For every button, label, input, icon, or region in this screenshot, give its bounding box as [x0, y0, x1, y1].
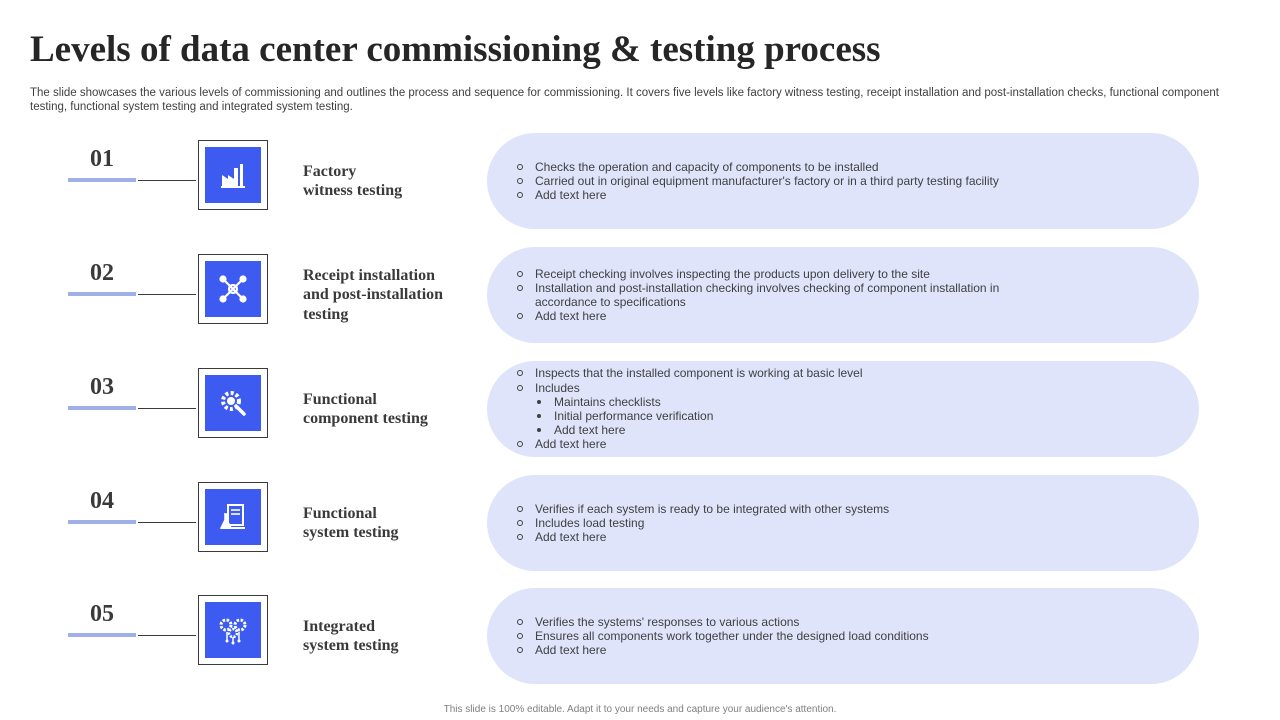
connector-line	[138, 408, 196, 409]
number-underline	[68, 292, 136, 296]
step-number: 01	[90, 146, 114, 172]
integrated-gears-icon	[205, 602, 261, 658]
number-underline	[68, 520, 136, 524]
network-icon	[205, 261, 261, 317]
sub-list-item: Maintains checklists	[515, 395, 1159, 409]
step-number: 03	[90, 374, 114, 400]
step-4	[0, 475, 1280, 571]
step-2	[0, 247, 1280, 343]
list-item: Add text here	[515, 309, 1159, 323]
factory-icon	[205, 147, 261, 203]
list-item: Checks the operation and capacity of components to be installed	[515, 160, 1159, 174]
step-label: Functional component testing	[303, 390, 428, 427]
list-item: Includes load testing	[515, 516, 1159, 530]
step-details	[487, 247, 1199, 343]
step-details	[487, 133, 1199, 229]
slide-subtitle: The slide showcases the various levels of commissioning and outlines the process and sequence for commissioning. It covers five levels like factory witness testing, receipt installation and post-installation checks, functional component testing, functional system testing and integrated system testing.	[30, 87, 1219, 113]
step-1	[0, 133, 1280, 229]
icon-frame	[198, 140, 268, 210]
list-item: Add text here	[515, 437, 1159, 451]
list-item: Verifies if each system is ready to be integrated with other systems	[515, 502, 1159, 516]
step-label: Receipt installation and post-installation testing	[303, 266, 444, 323]
number-underline	[68, 406, 136, 410]
icon-frame	[198, 595, 268, 665]
step-details	[487, 475, 1199, 571]
connector-line	[138, 294, 196, 295]
step-details	[487, 361, 1199, 457]
step-3	[0, 361, 1280, 457]
step-label: Functional system testing	[303, 504, 399, 541]
list-item: Add text here	[515, 530, 1159, 544]
slide-title: Levels of data center commissioning & testing process	[30, 29, 881, 70]
gear-search-icon	[205, 375, 261, 431]
list-item: Verifies the systems' responses to various actions	[515, 615, 1159, 629]
list-item: Includes	[515, 381, 1159, 395]
step-label: Factory witness testing	[303, 162, 403, 199]
connector-line	[138, 635, 196, 636]
list-item: Carried out in original equipment manufacturer's factory or in a third party testing facility	[515, 174, 1159, 188]
sub-list-item: Add text here	[515, 423, 1159, 437]
lab-test-icon	[205, 489, 261, 545]
sub-list-item: Initial performance verification	[515, 409, 1159, 423]
number-underline	[68, 633, 136, 637]
slide-footer: This slide is 100% editable. Adapt it to your needs and capture your audience's attention.	[443, 704, 837, 715]
step-number: 04	[90, 488, 114, 514]
step-5	[0, 588, 1280, 684]
list-item: Add text here	[515, 188, 1159, 202]
step-label: Integrated system testing	[303, 617, 399, 654]
connector-line	[138, 180, 196, 181]
list-item: Ensures all components work together under the designed load conditions	[515, 629, 1159, 643]
step-number: 05	[90, 601, 114, 627]
list-item: Add text here	[515, 643, 1159, 657]
connector-line	[138, 522, 196, 523]
step-number: 02	[90, 260, 114, 286]
icon-frame	[198, 368, 268, 438]
list-item: Receipt checking involves inspecting the products upon delivery to the site	[515, 267, 1159, 281]
list-item: Installation and post-installation checking involves checking of component installation in accordance to specifications	[515, 281, 1159, 309]
number-underline	[68, 178, 136, 182]
step-details	[487, 588, 1199, 684]
icon-frame	[198, 482, 268, 552]
icon-frame	[198, 254, 268, 324]
list-item: Inspects that the installed component is working at basic level	[515, 366, 1159, 380]
